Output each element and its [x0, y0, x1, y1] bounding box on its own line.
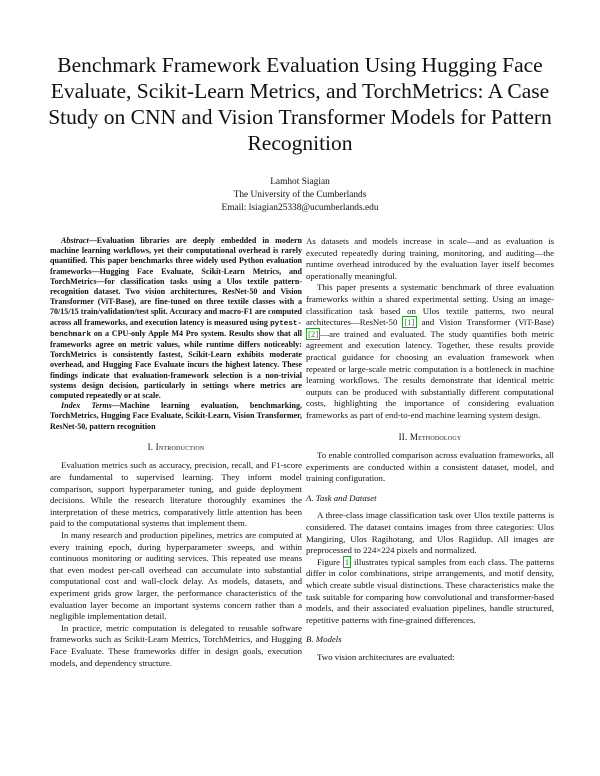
task-paragraph-1: A three-class image classification task over Ulos textile patterns is considered. The dataset contains images from three categories: Ulos Mangiring, Ulos Ragihotang, and Ulos Ragiidup. All images are preprocessed to 224×224 pixels and normalized. — [306, 510, 554, 556]
abstract — [50, 236, 302, 401]
intro-paragraph-3: In practice, metric computation is delegated to reusable software frameworks such as Scikit-Learn Metrics, TorchMetrics, and Hugging Face Evaluate. These frameworks differ in design goals, execution models, and dependency structure. — [50, 622, 302, 668]
right-paragraph-2 — [306, 282, 554, 421]
paper-title: Benchmark Framework Evaluation Using Hugging Face Evaluate, Scikit-Learn Metrics, and TorchMetrics: A Case Study on CNN and Vision Transformer Models for Pattern Recognition — [48, 53, 552, 155]
right-column — [306, 236, 554, 664]
right-p2-text-c: —are trained and evaluated. The study quantifies both metric agreement and execution latency. Together, these results provide practical guidance for choosing an evaluation framework when repeated or large-scale metric computation is a bottleneck in machine learning workflows. The results demonstrate that identical metric outputs can be produced with substantially different computational costs, highlighting the importance of considering evaluation frameworks as part of end-to-end machine learning system design. — [306, 328, 554, 420]
right-paragraph-1: As datasets and models increase in scale—and as evaluation is executed repeatedly during training, monitoring, and auditing—the runtime overhead introduced by the evaluation layer itself becomes operationally meaningful. — [306, 236, 554, 281]
methodology-paragraph: To enable controlled comparison across evaluation frameworks, all experiments are conducted within a consistent dataset, model, and training configuration. — [306, 450, 554, 484]
citation-link-2[interactable]: [2] — [308, 328, 319, 339]
right-p2-text-a: This paper presents a systematic benchmark of three evaluation frameworks within a shared experimental setting. Using an image-classification task based on Ulos textile patterns, two neural architectures—ResNet-50 — [306, 282, 554, 328]
abstract-code: pytest-benchmark — [50, 319, 302, 339]
abstract-label: Abstract — [61, 236, 89, 245]
subsection-models: B. Models — [306, 634, 342, 645]
author-email: Email: lsiagian25338@ucumberlands.edu — [221, 203, 379, 213]
author-affiliation: The University of the Cumberlands — [233, 190, 367, 200]
task-p2-text-b: illustrates typical samples from each class. The patterns differ in color combinations, stripe arrangements, and motif density, which create subtle visual distinctions. These characteristics make the task suitable for comparing how convolutional and transformer-based models, and their associated evaluation pipelines, handle structured, repetitive patterns with fine-grained differences. — [306, 556, 554, 625]
intro-paragraph-1: Evaluation metrics such as accuracy, precision, recall, and F1-score are fundamental to supervised learning. They inform model comparison, support hyperparameter tuning, and guide deployment decisions. While the research literature thoroughly examines the interpretation of these metrics, comparatively little attention has been paid to the computational systems that implement them. — [50, 460, 302, 529]
figure-link-1[interactable]: 1 — [344, 556, 350, 567]
index-terms-label: Index Terms — [61, 401, 112, 411]
author-block — [100, 176, 500, 215]
index-terms — [50, 401, 302, 432]
task-p2-text-a: Figure — [317, 556, 343, 567]
abstract-text-1: —Evaluation libraries are deeply embedded in modern machine learning workflows, yet their computational overhead is rarely quantified. This paper benchmarks three widely used Python evaluation frameworks—Hugging Face Evaluate, Scikit-Learn Metrics, and TorchMetrics—for classification tasks using a Ulos textile pattern-recognition dataset. Two vision architectures, ResNet-50 and Vision Transformer (ViT-Base), are fine-tuned on three textile classes with a 70/15/15 train/validation/test split. Accuracy and macro-F1 are computed across all frameworks, and execution latency is measured using — [50, 236, 302, 327]
models-paragraph: Two vision architectures are evaluated: — [317, 652, 455, 662]
intro-paragraph-2: In many research and production pipelines, metrics are computed at every training epoch, during hyperparameter sweeps, and within continuous monitoring or auditing services. This repeated use means that even modest per-call overhead can accumulate into substantial computational cost and wall-clock delay. As models, datasets, and experiment grids grow larger, the performance characteristics of the evaluation layer become an important systems concern rather than a negligible implementation detail. — [50, 530, 302, 622]
citation-link-1[interactable]: [1] — [404, 317, 415, 328]
intro-heading: I. Introduction — [147, 441, 205, 452]
left-column — [50, 236, 302, 669]
index-terms-text: —Machine learning evaluation, benchmarking, TorchMetrics, Hugging Face Evaluate, Scikit-Learn, Vision Transformer, ResNet-50, pattern recognition — [50, 401, 302, 431]
right-p2-text-b: and Vision Transformer (ViT-Base) — [416, 317, 554, 328]
task-paragraph-2 — [306, 557, 554, 627]
abstract-text-2: on a CPU-only Apple M4 Pro system. Results show that all frameworks agree on metric values, while runtime differs noticeably: TorchMetrics is consistently fastest, Scikit-Learn exhibits moderate overhead, and Hugging Face Evaluate incurs the highest latency. These findings indicate that evaluation-framework selection is a non-trivial systems design decision, particularly in settings where metrics are computed repeatedly or at scale. — [50, 328, 302, 401]
methodology-heading: II. Methodology — [398, 431, 462, 442]
subsection-task-dataset: A. Task and Dataset — [306, 492, 377, 503]
author-name: Lamhot Siagian — [270, 177, 330, 187]
